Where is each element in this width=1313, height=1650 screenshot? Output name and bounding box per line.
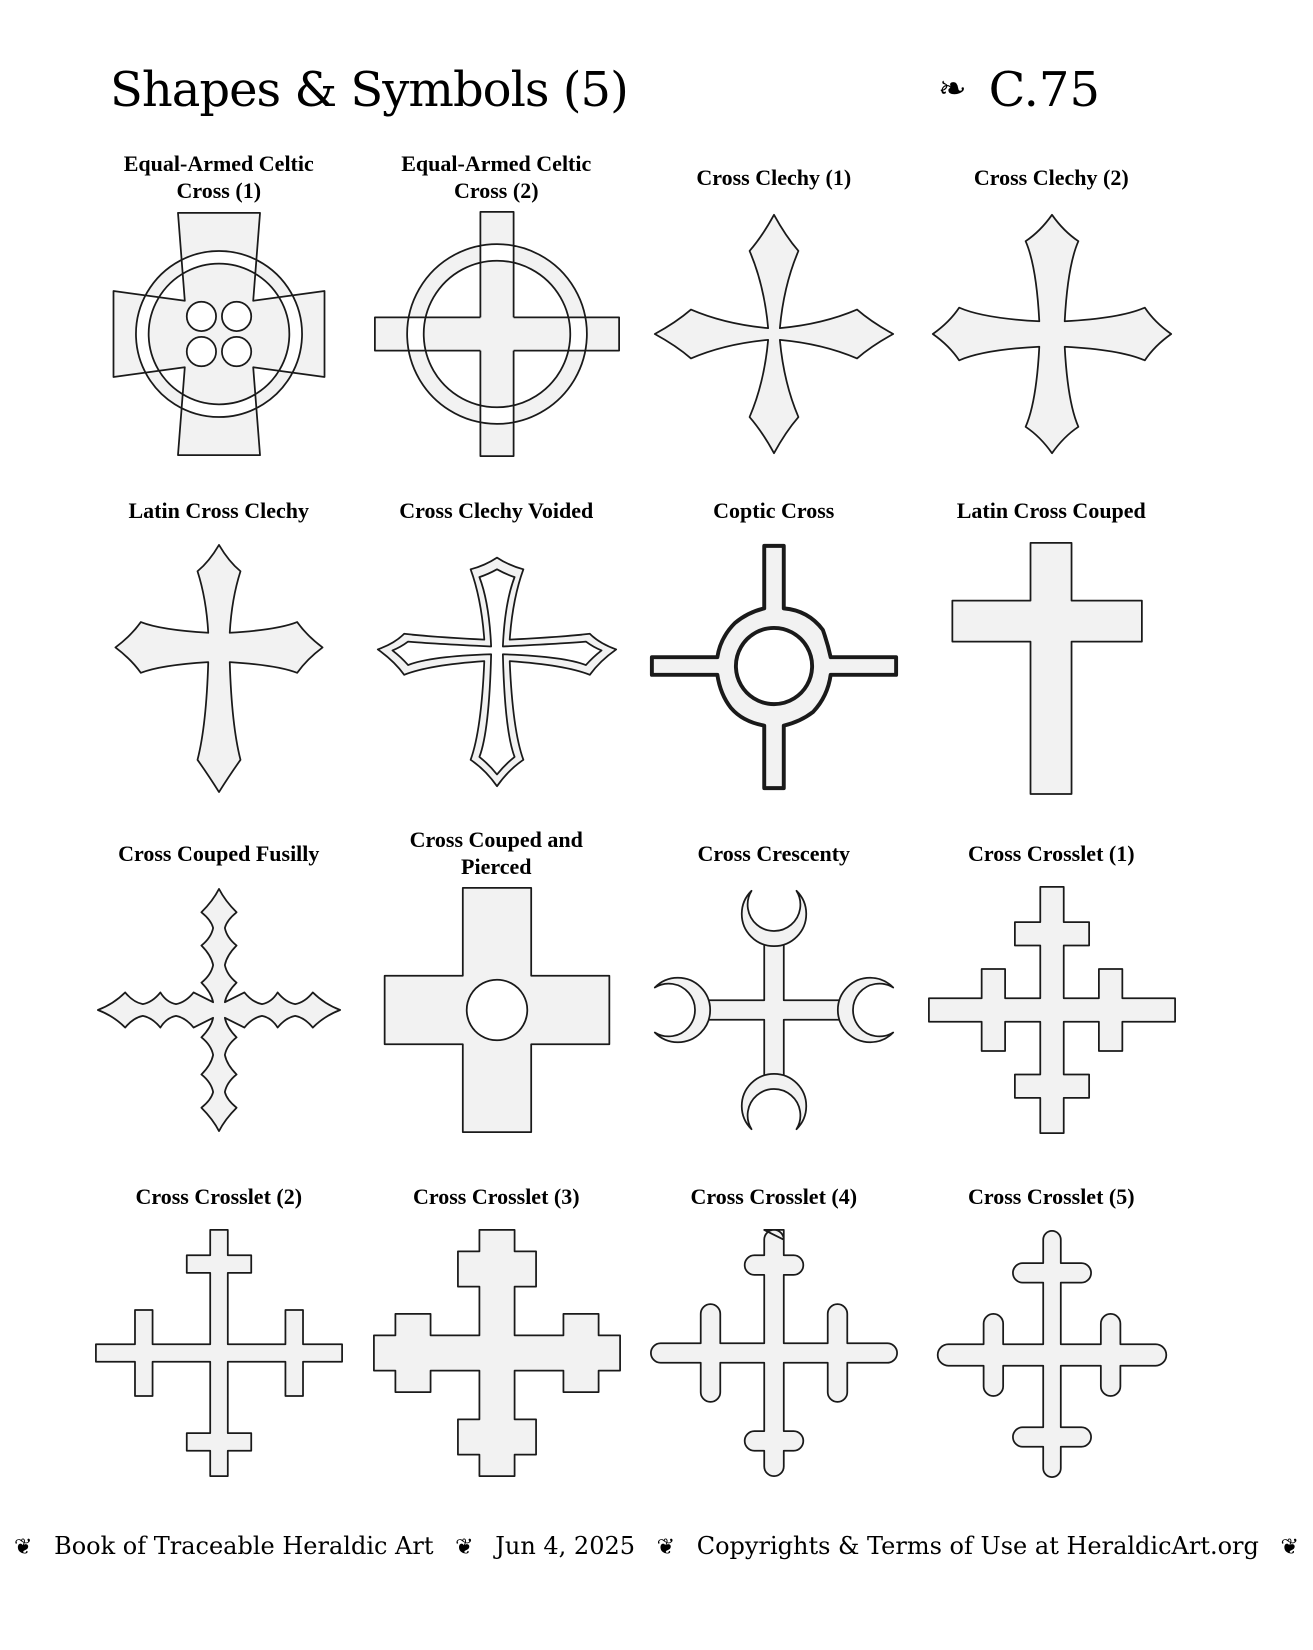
plate-code: C.75 xyxy=(988,62,1100,118)
figure-cross-crosslet-1 xyxy=(913,821,1191,1164)
cross-clechy-1-icon xyxy=(647,207,901,461)
separator-icon: ❦ xyxy=(455,1535,474,1560)
figure-celtic-cross-1 xyxy=(80,145,358,478)
footer-copyright: Copyrights & Terms of Use at HeraldicArt.org xyxy=(696,1532,1259,1560)
figure-label: Cross Clechy (1) xyxy=(696,164,852,190)
figure-cross-crosslet-5 xyxy=(913,1164,1191,1507)
cross-crosslet-4-icon xyxy=(647,1226,901,1480)
cross-crescenty-icon xyxy=(647,883,901,1137)
figure-label: Cross Crosslet (5) xyxy=(967,1183,1135,1209)
cross-clechy-voided-icon xyxy=(370,540,624,794)
figure-label: Cross Clechy (2) xyxy=(973,164,1129,190)
page-title: Shapes & Symbols (5) xyxy=(110,62,628,118)
figure-cross-couped-pierced xyxy=(358,821,636,1164)
celtic-cross-1-icon xyxy=(92,207,346,461)
footer-book-title: Book of Traceable Heraldic Art xyxy=(54,1532,434,1560)
figure-label: Equal-Armed Celtic Cross (2) xyxy=(401,151,592,203)
figure-celtic-cross-2 xyxy=(358,145,636,478)
cross-couped-fusilly-icon xyxy=(92,883,346,1137)
cross-crosslet-2-icon xyxy=(92,1226,346,1480)
cross-crosslet-3-icon xyxy=(370,1226,624,1480)
separator-icon: ❦ xyxy=(1280,1535,1299,1560)
figure-label: Latin Cross Couped xyxy=(956,497,1146,523)
figure-cross-clechy-2 xyxy=(913,145,1191,478)
cross-clechy-2-icon xyxy=(925,207,1179,461)
figure-latin-cross-couped xyxy=(913,478,1191,821)
celtic-cross-2-icon xyxy=(370,207,624,461)
figure-label: Cross Crosslet (1) xyxy=(967,840,1135,866)
cross-crosslet-5-icon xyxy=(925,1226,1179,1480)
figure-cross-crosslet-4 xyxy=(635,1164,913,1507)
cross-crosslet-1-icon xyxy=(925,883,1179,1137)
footer-date: Jun 4, 2025 xyxy=(495,1532,636,1560)
latin-cross-couped-icon xyxy=(925,540,1179,794)
figure-label: Cross Couped and Pierced xyxy=(409,827,583,879)
figure-coptic-cross xyxy=(635,478,913,821)
symbol-grid xyxy=(80,145,1190,1507)
figure-label: Coptic Cross xyxy=(713,497,835,523)
figure-cross-crescenty xyxy=(635,821,913,1164)
figure-label: Cross Crosslet (4) xyxy=(690,1183,858,1209)
figure-cross-couped-fusilly xyxy=(80,821,358,1164)
figure-label: Equal-Armed Celtic Cross (1) xyxy=(123,151,314,203)
figure-latin-cross-clechy xyxy=(80,478,358,821)
figure-cross-clechy-1 xyxy=(635,145,913,478)
separator-icon: ❦ xyxy=(656,1535,676,1560)
plate-id xyxy=(938,62,1100,118)
figure-label: Cross Clechy Voided xyxy=(399,497,594,523)
fleuron-icon: ❧ xyxy=(938,69,967,109)
figure-label: Cross Crosslet (2) xyxy=(135,1183,303,1209)
coptic-cross-icon xyxy=(647,540,901,794)
figure-cross-clechy-voided xyxy=(358,478,636,821)
figure-cross-crosslet-2 xyxy=(80,1164,358,1507)
figure-label: Latin Cross Clechy xyxy=(128,497,309,523)
footer xyxy=(0,1532,1299,1560)
cross-couped-pierced-icon xyxy=(370,883,624,1137)
figure-label: Cross Crescenty xyxy=(697,840,851,866)
latin-cross-clechy-icon xyxy=(92,540,346,794)
figure-label: Cross Crosslet (3) xyxy=(412,1183,580,1209)
figure-cross-crosslet-3 xyxy=(358,1164,636,1507)
figure-label: Cross Couped Fusilly xyxy=(118,840,320,866)
separator-icon: ❦ xyxy=(14,1535,33,1560)
